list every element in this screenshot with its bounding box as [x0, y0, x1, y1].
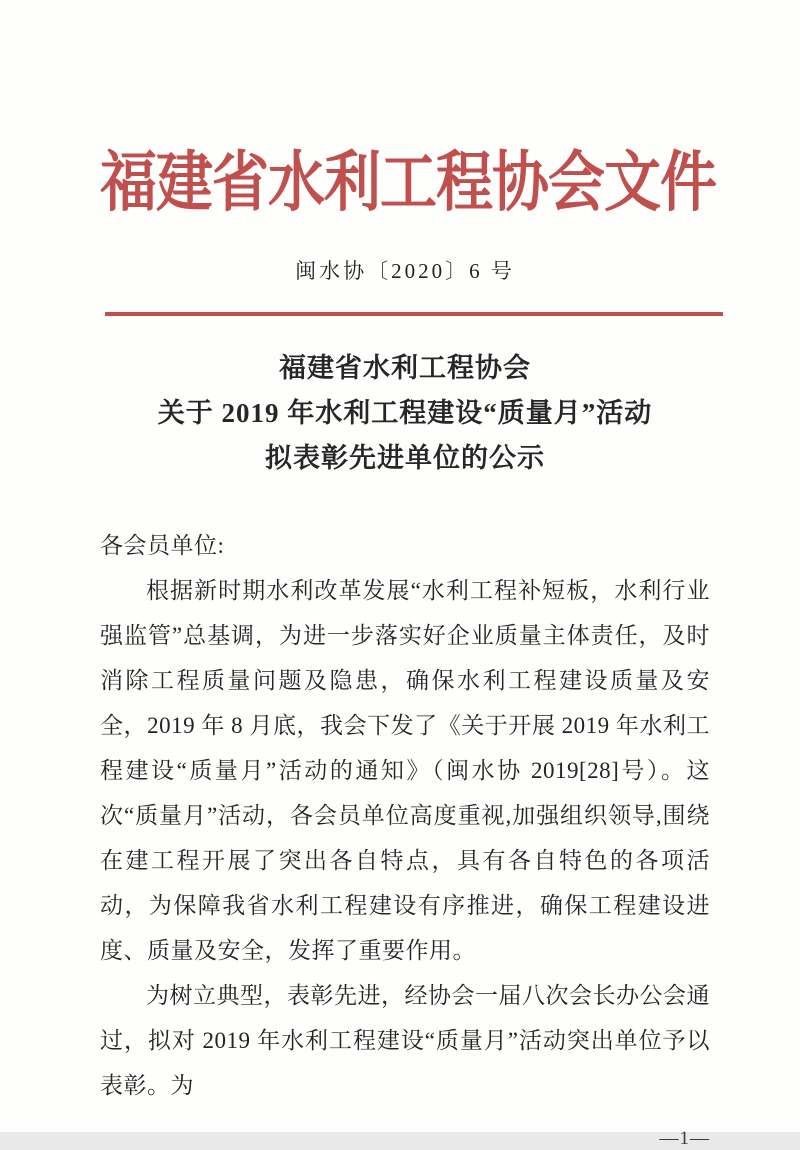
red-divider-line	[105, 312, 723, 316]
body-paragraph-2: 为树立典型，表彰先进，经协会一届八次会长办公会通过，拟对 2019 年水利工程建设“质量月”活动突出单位予以表彰。为	[100, 983, 710, 1098]
document-number: 闽水协〔2020〕6 号	[295, 259, 515, 283]
document-body	[100, 523, 710, 1108]
title-line-3: 拟表彰先进单位的公示	[265, 443, 545, 473]
document-title	[100, 346, 710, 481]
page-number: —1—	[659, 1128, 710, 1149]
title-line-2: 关于 2019 年水利工程建设“质量月”活动	[157, 398, 653, 428]
salutation: 各会员单位:	[100, 533, 225, 558]
document-header-title: 福建省水利工程协会文件	[100, 147, 716, 220]
title-line-1: 福建省水利工程协会	[279, 353, 531, 383]
body-paragraph-1: 根据新时期水利改革发展“水利工程补短板，水利行业强监管”总基调，为进一步落实好企业质量主体责任，及时消除工程质量问题及隐患，确保水利工程建设质量及安全，2019 年 8 月底，我会下发了《关于开展 2019 年水利工程建设“质量月”活动的通知》（闽水协 2019[28]号）。这次“质量月”活动，各会员单位高度重视,加强组织领导,围绕在建工程开展了突出各自特点，具有各自特色的各项活动，为保障我省水利工程建设有序推进，确保工程建设进度、质量及安全，发挥了重要作用。	[100, 578, 710, 963]
